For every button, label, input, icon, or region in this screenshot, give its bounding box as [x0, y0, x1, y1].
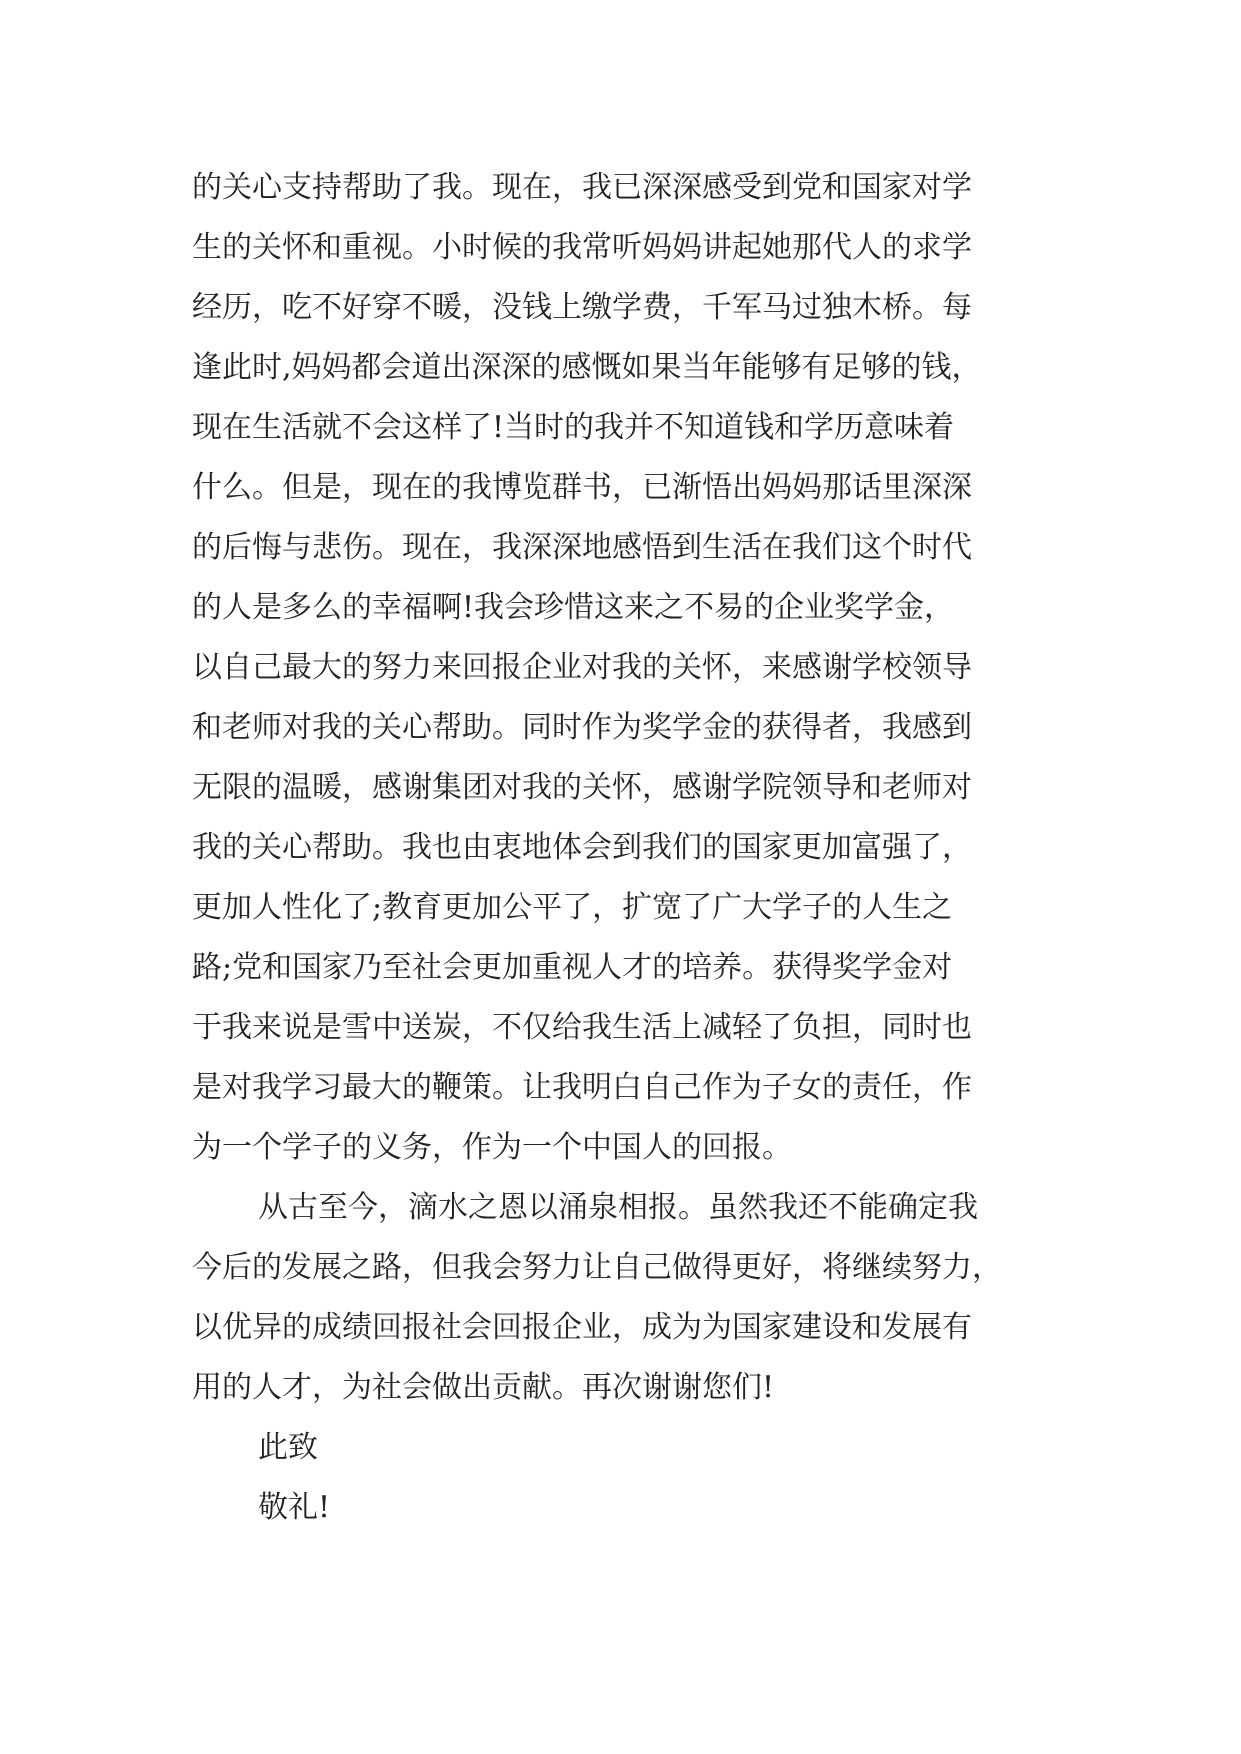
- text-line: 经历，吃不好穿不暖，没钱上缴学费，千军马过独木桥。每: [192, 290, 972, 325]
- text-line: 更加人性化了;教育更加公平了，扩宽了广大学子的人生之: [192, 890, 953, 925]
- text-line: 什么。但是，现在的我博览群书，已渐悟出妈妈那话里深深: [192, 470, 972, 505]
- text-line: 无限的温暖，感谢集团对我的关怀，感谢学院领导和老师对: [192, 770, 972, 805]
- text-line: 以自己最大的努力来回报企业对我的关怀，来感谢学校领导: [192, 650, 972, 685]
- text-line: 逢此时,妈妈都会道出深深的感慨如果当年能够有足够的钱，: [192, 350, 982, 385]
- text-line: 从古至今，滴水之恩以涌泉相报。虽然我还不能确定我: [258, 1190, 978, 1225]
- letter-body: [192, 158, 1062, 1538]
- paragraph-1: [192, 158, 1062, 1178]
- closing-salutation: 此致: [258, 1430, 318, 1465]
- text-line: 用的人才，为社会做出贡献。再次谢谢您们!: [192, 1370, 775, 1405]
- paragraph-2: [192, 1178, 1062, 1418]
- text-line: 今后的发展之路，但我会努力让自己做得更好，将继续努力，: [192, 1250, 1002, 1285]
- letter-closing: [192, 1418, 1062, 1538]
- text-line: 路;党和国家乃至社会更加重视人才的培养。获得奖学金对: [192, 950, 953, 985]
- text-line: 现在生活就不会这样了!当时的我并不知道钱和学历意味着: [192, 410, 955, 445]
- text-line: 于我来说是雪中送炭，不仅给我生活上减轻了负担，同时也: [192, 1010, 972, 1045]
- text-line: 是对我学习最大的鞭策。让我明白自己作为子女的责任，作: [192, 1070, 972, 1105]
- text-line: 和老师对我的关心帮助。同时作为奖学金的获得者，我感到: [192, 710, 972, 745]
- text-line: 以优异的成绩回报社会回报企业，成为为国家建设和发展有: [192, 1310, 972, 1345]
- text-line: 我的关心帮助。我也由衷地体会到我们的国家更加富强了，: [192, 830, 972, 865]
- text-line: 的后悔与悲伤。现在，我深深地感悟到生活在我们这个时代: [192, 530, 972, 565]
- text-line: 的人是多么的幸福啊!我会珍惜这来之不易的企业奖学金，: [192, 590, 955, 625]
- text-line: 的关心支持帮助了我。现在，我已深深感受到党和国家对学: [192, 170, 972, 205]
- text-line: 为一个学子的义务，作为一个中国人的回报。: [192, 1130, 792, 1165]
- text-line: 生的关怀和重视。小时候的我常听妈妈讲起她那代人的求学: [192, 230, 972, 265]
- closing-regards: 敬礼!: [258, 1490, 331, 1525]
